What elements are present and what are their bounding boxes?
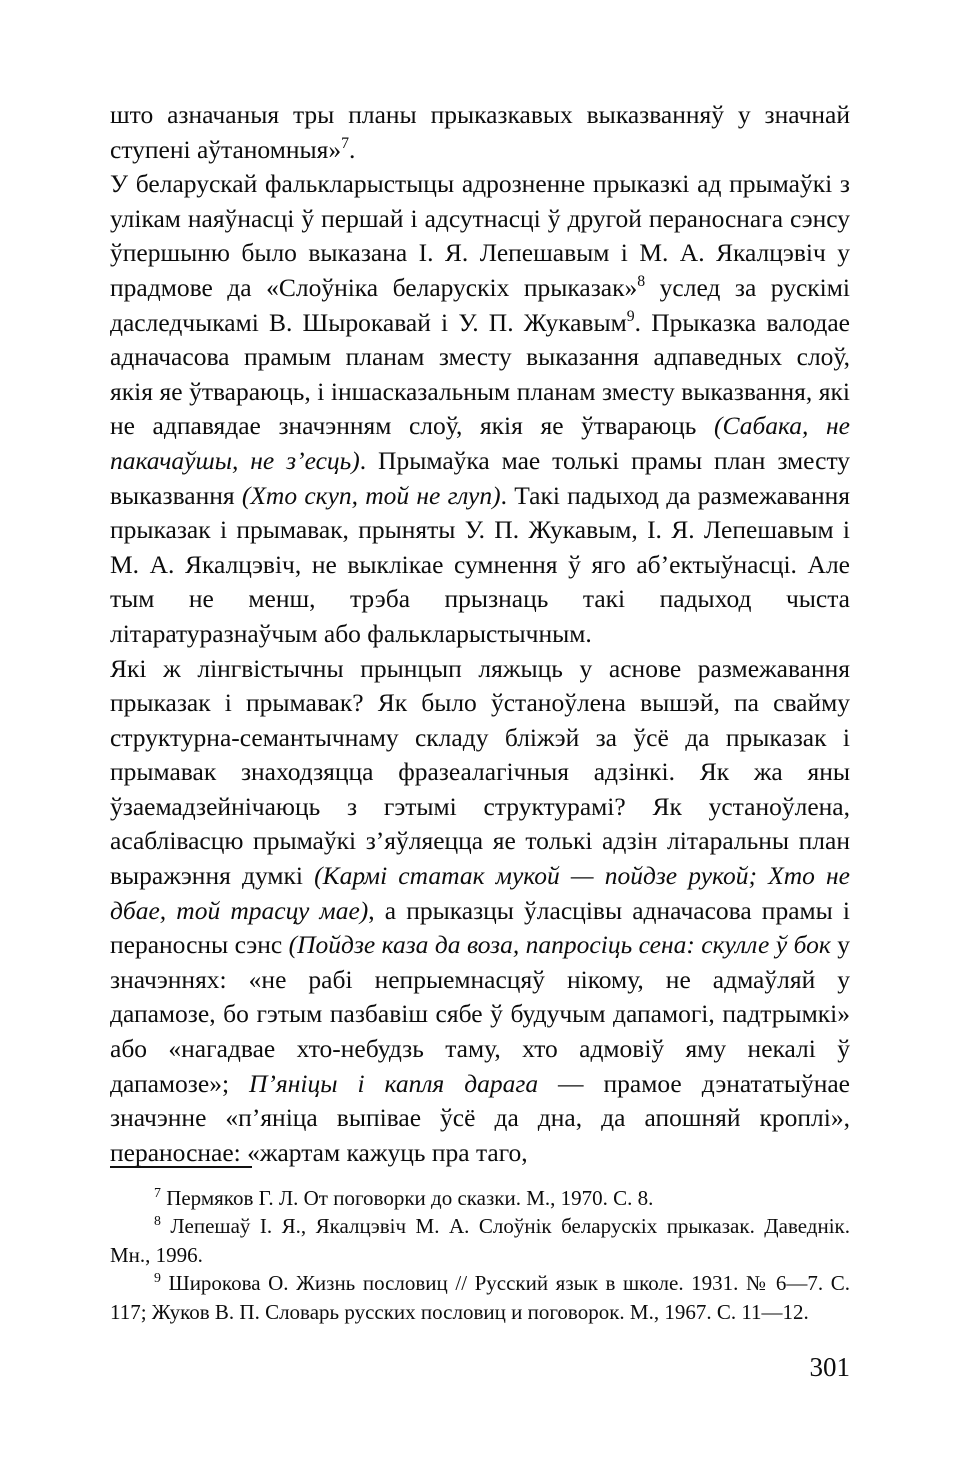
footnote-separator-rule (110, 1166, 252, 1168)
text-run: , а прыказцы ўласцівы адначасова прамы і пераносны сэнс (110, 895, 851, 960)
italic-proverb: (Пойдзе каза да воза, папросіць сена: скулле ў бок (288, 930, 831, 960)
footnote-reference-7[interactable]: 7 (341, 134, 349, 152)
text-run: У беларускай фалькларыстыцы адрозненне прыказкі ад прымаўкі з улікам наяўнасці ў першай і адсутнасці ў другой пераноснага сэнсу ўпершыню было выказана І. Я. Лепешавым і М. А. Якалцэвіч у прадмове да «Слоўніка беларускіх прыказак» (110, 169, 850, 302)
footnotes-block (110, 1184, 850, 1326)
text-run: . Прымаўка мае толькі прамы план зместу выказвання (110, 445, 850, 510)
page-number: 301 (809, 1352, 850, 1382)
footnote-8 (110, 1212, 850, 1269)
text-run: . (349, 134, 356, 164)
footnote-text: Пермяков Г. Л. От поговорки до сказки. М., 1970. С. 8. (160, 1186, 654, 1210)
italic-proverb: (Сабака, не пакачаўшы, не з’есць) (110, 411, 850, 475)
text-run: — прамое дэнататыўнае значэнне «п’яніца выпівае ўсё да дна, да апошняй кроплі», пераноснае: «жартам кажуць пра таго, (110, 1068, 850, 1167)
footnote-reference-9[interactable]: 9 (626, 307, 635, 325)
footnote-text: Широкова О. Жизнь пословиц // Русский язык в школе. 1931. № 6—7. С. 117; Жуков В. П. Словарь русских пословиц и поговорок. М., 1967. С. 11—12. (110, 1271, 850, 1324)
text-run: услед за рускімі даследчыкамі В. Шырокавай і У. П. Жукавым (110, 272, 850, 337)
text-run: . Такі падыход да размежавання прыказак і прымавак, прыняты У. П. Жукавым, І. Я. Лепешавым і М. А. Якалцэвіч, не выклікае сумнення ў яго аб’ектыўнасці. Але тым не менш, трэба прызнаць такі падыход чыста літаратуразнаўчым або фалькларыстычным. (110, 480, 850, 648)
footnote-marker-8[interactable]: 8 (154, 1213, 161, 1229)
footnote-marker-7[interactable]: 7 (154, 1184, 161, 1200)
paragraph-p2-folklore-distinction (110, 167, 850, 651)
paragraph-p1-continuation (110, 98, 850, 167)
footnote-7 (110, 1184, 850, 1212)
body-text-block (110, 98, 850, 1170)
text-run: . Прыказка валодае адначасова прамым планам зместу выказання адпаведных слоў, якія яе ўтвараюць, і іншасказальным планам зместу выказвання, які не адпавядае значэнням слоў, якія яе ўтвараюць (110, 307, 850, 441)
text-run: у значэннях: «не рабі непрыемнасцяў нікому, не адмаўляй у дапамозе, бо гэтым пазбавіш сябе ў будучым дапамогі, падтрымкі» або «нагадвае хто-небудзь таму, хто адмовіў яму некалі ў дапамозе»; (110, 930, 851, 1098)
footnote-text: Лепешаў І. Я., Якалцэвіч М. А. Слоўнік беларускіх прыказак. Даведнік. Мн., 1996. (110, 1214, 850, 1267)
footnote-9 (110, 1269, 850, 1326)
paragraph-p3-linguistic-principle (110, 652, 850, 1171)
text-run: што азначаныя тры планы прыказкавых выказванняў у значнай ступені аўтаномныя» (110, 100, 850, 164)
footnote-reference-8[interactable]: 8 (637, 273, 646, 291)
italic-proverb: (Кармі статак мукой — пойдзе рукой; Хто не дбае, той трасцу мае) (110, 861, 850, 925)
text-run: Які ж лінгвістычны прынцып ляжыць у аснове размежавання прыказак і прымавак? Як было ўстаноўлена вышэй, па свайму структурна-семантычнаму складу бліжэй за ўсё да прыказак і прымавак знаходзяцца фразеалагічныя адзінкі. Як жа яны ўзаемадзейнічаюць з гэтымі структурамі? Як устаноўлена, асаблівасцю прымаўкі з’яўляецца яе толькі адзін літаральны план выражэння думкі (110, 653, 850, 891)
italic-proverb: П’яніцы і капля дарага (249, 1068, 539, 1098)
italic-proverb: (Хто скуп, той не глуп) (241, 480, 501, 510)
footnote-marker-9[interactable]: 9 (154, 1270, 161, 1286)
